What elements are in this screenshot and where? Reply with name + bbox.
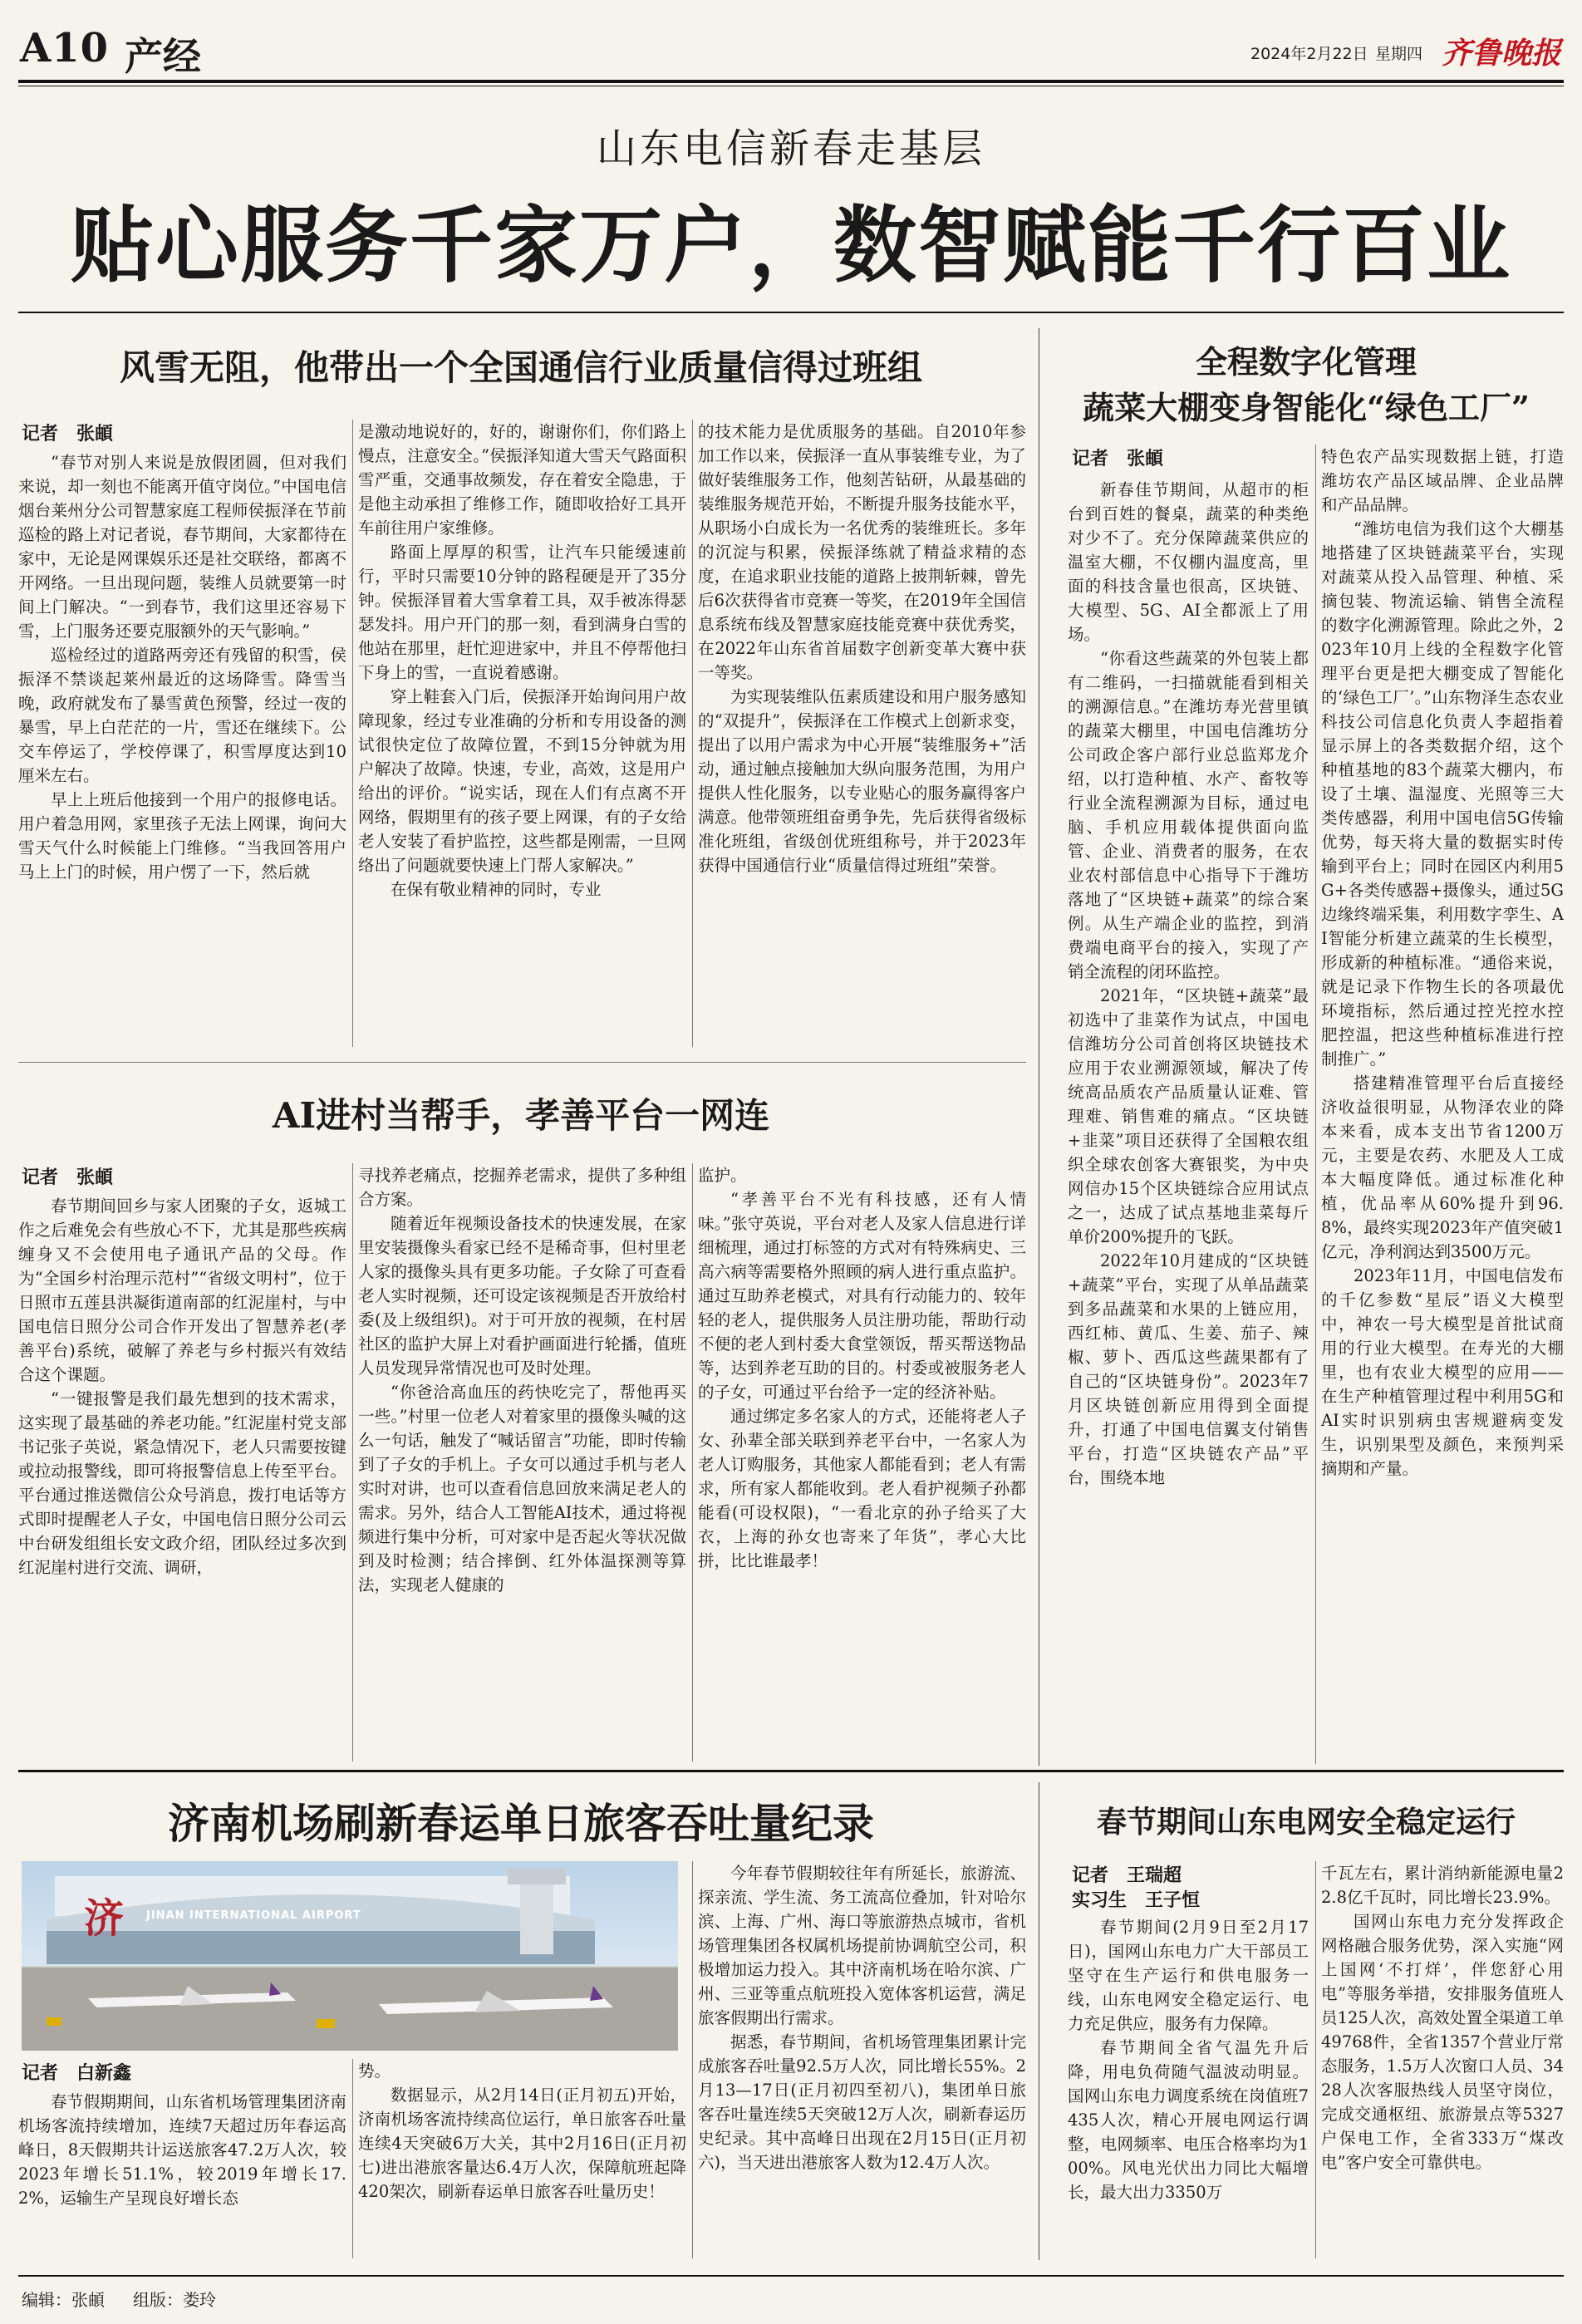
article4-byline: 记者 白新鑫 (22, 2063, 132, 2084)
paragraph: 在保有敬业精神的同时，专业 (391, 880, 602, 899)
column-divider (352, 2059, 353, 2258)
article5-byline: 记者 王瑞超 (1072, 1865, 1182, 1886)
article3-title-line1: 全程数字化管理 (1195, 343, 1417, 381)
column-divider (1315, 445, 1316, 1764)
article4-title: 济南机场刷新春运单日旅客吞吐量纪录 (168, 1799, 874, 1848)
paragraph: “春节对别人来说是放假团圆，但对我们来说，却一刻也不能离开值守岗位。”中国电信烟台莱州分公司智慧家庭工程师侯振泽在节前巡检的路上对记者说，春节期间，大家都待在家中，无论是网课娱乐还是社交联络，都离不开网络。一旦出现问题，装维人员就要第一时间上门解决。“一到春节，我们这里还容易下雪，上门服务还要克服额外的天气影响。” (18, 453, 346, 641)
paragraph: 春节期间(2月9日至2月17日)，国网山东电力广大干部员工坚守在生产运行和供电服务一线，山东电网安全稳定运行、电力充足供应，服务有力保障。 (1068, 1918, 1309, 2033)
article4-col1 (18, 2090, 346, 2260)
article1-byline: 记者 张頔 (22, 424, 114, 445)
paragraph: 随着近年视频设备技术的快速发展，在家里安装摄像头看家已经不是稀奇事，但村里老人家的摄像头具有更多功能。子女除了可查看老人实时视频，还可设定该视频是否开放给村委(及上级组织)。对于可开放的视频，在村居社区的监护大屏上对看护画面进行轮播，值班人员发现异常情况也可及时处理。 (358, 1214, 686, 1378)
issue-date: 2024年2月22日 (1250, 45, 1368, 63)
paragraph: 今年春节假期较往年有所延长，旅游流、探亲流、学生流、务工流高位叠加，针对哈尔滨、上海、广州、海口等旅游热点城市，省机场管理集团各权属机场提前协调航空公司，积极增加运力投入。其中济南机场在哈尔滨、广州、三亚等重点航班投入宽体客机运营，满足旅客假期出行需求。 (698, 1864, 1026, 2027)
article3-byline: 记者 张頔 (1072, 449, 1164, 469)
paragraph: 数据显示，从2月14日(正月初五)开始，济南机场客流持续高位运行，单日旅客吞吐量连续4天突破6万大关，其中2月16日(正月初七)进出港旅客量达6.4万人次，保障航班起降420架次，刷新春运单日旅客吞吐量历史！ (358, 2086, 686, 2201)
airport-photo (22, 1861, 678, 2051)
page-number: A10 (20, 25, 110, 71)
editor-credit: 编辑：张頔 (22, 2290, 105, 2310)
airport-sign: JINAN INTERNATIONAL AIRPORT (146, 1909, 361, 1922)
paragraph: 是激动地说好的，好的，谢谢你们，你们路上慢点，注意安全。”侯振泽知道大雪天气路面积雪严重，交通事故频发，存在着安全隐患，于是他主动承担了维修工作，随即收拾好工具开车前往用户家维修。 (358, 422, 686, 538)
article5-title: 春节期间山东电网安全稳定运行 (1096, 1805, 1516, 1840)
paragraph: 2023年11月，中国电信发布的千亿参数“星辰”语义大模型中，神农一号大模型是首批试商用的行业大模型。在寿光的大棚里，也有农业大模型的应用——在生产种植管理过程中利用5G和AI实时识别病虫害规避病变发生，识别果型及颜色，来预判采摘期和产量。 (1321, 1266, 1564, 1478)
issue-weekday: 星期四 (1375, 45, 1423, 63)
article4-col2 (358, 2059, 686, 2260)
paragraph: 据悉，春节期间，省机场管理集团累计完成旅客吞吐量92.5万人次，同比增长55%。2月13—17日(正月初四至初八)，集团单日旅客吞吐量连续5天突破12万人次，刷新春运历史纪录。其中高峰日出现在2月15日(正月初六)，当天进出港旅客人数为12.4万人次。 (698, 2032, 1026, 2172)
paragraph: “你爸洽高血压的药快吃完了，帮他再买一些。”村里一位老人对着家里的摄像头喊的这么一句话，触发了“喊话留言”功能，即时传输到了子女的手机上。子女可以通过手机与老人实时对讲，也可以查看信息回放来满足老人的需求。另外，结合人工智能AI技术，通过将视频进行集中分析，可对家中是否起火等状况做到及时检测；结合摔倒、红外体温探测等算法，实现老人健康的 (358, 1383, 686, 1594)
paragraph: 春节假期期间，山东省机场管理集团济南机场客流持续增加，连续7天超过历年春运高峰日，8天假期共计运送旅客47.2万人次，较2023年增长51.1%，较2019年增长17.2%，运输生产呈现良好增长态 (18, 2092, 346, 2208)
bottom-section-rule (18, 1770, 1564, 1772)
kicker: 山东电信新春走基层 (596, 125, 985, 172)
paragraph: 通过绑定多名家人的方式，还能将老人子女、孙辈全部关联到养老平台中，一名家人为老人订购服务，其他家人都能看到；老人有需求，所有家人都能收到。老人看护视频子孙都能看(可设权限)，“一看北京的孙子给买了大衣，上海的孙女也寄来了年货”，孝心大比拼，比比谁最孝！ (698, 1407, 1026, 1570)
column-divider (692, 1163, 693, 1761)
paragraph: 早上上班后他接到一个用户的报修电话。用户着急用网，家里孩子无法上网课，询问大雪天气什么时候能上门维修。“当我回答用户马上上门的时候，用户愣了一下，然后就 (18, 790, 346, 882)
layout-credit: 组版：娄玲 (133, 2290, 216, 2310)
main-headline: 贴心服务千家万户，数智赋能千行百业 (71, 196, 1511, 294)
column-divider (692, 420, 693, 1047)
footer-rule (18, 2275, 1564, 2277)
paragraph: 的技术能力是优质服务的基础。自2010年参加工作以来，侯振泽一直从事装维专业，为了做好装维服务工作，他刻苦钻研，从最基础的装维服务规范开始，不断提升服务技能水平，从职场小白成长为一名优秀的装维班长。多年的沉淀与积累，侯振泽练就了精益求精的态度，在追求职业技能的道路上披荆斩棘，曾先后6次获得省市竞赛一等奖，在2019年全国信息系统布线及智慧家庭技能竞赛中获优秀奖，在2022年山东省首届数字创新变革大赛中获一等奖。 (698, 422, 1026, 682)
paragraph: “孝善平台不光有科技感，还有人情味。”张守英说，平台对老人及家人信息进行详细梳理，通过打标签的方式对有特殊病史、三高六病等需要格外照顾的病人进行重点监护。通过互助养老模式，对具有行动能力的、较年轻的老人，提供服务人员注册功能，帮助行动不便的老人到村委大食堂领饭，帮买帮送物品等，达到养老互助的目的。村委或被服务老人的子女，可通过平台给予一定的经济补贴。 (698, 1190, 1026, 1402)
paragraph: 春节期间回乡与家人团聚的子女，返城工作之后难免会有些放心不下，尤其是那些疾病缠身又不会使用电子通讯产品的父母。作为“全国乡村治理示范村”“省级文明村”，位于日照市五莲县洪凝街道南部的红泥崖村，与中国电信日照分公司合作开发出了智慧养老(孝善平台)系统，破解了养老与乡村振兴有效结合这个课题。 (18, 1196, 346, 1384)
article1-title: 风雪无阻，他带出一个全国通信行业质量信得过班组 (119, 347, 922, 388)
article-divider (18, 1062, 1026, 1063)
article2-title: AI进村当帮手，孝善平台一网连 (272, 1095, 770, 1136)
column-divider (352, 420, 353, 1047)
article3-col1 (1068, 478, 1309, 1764)
paragraph: 搭建精准管理平台后直接经济收益很明显，从物泽农业的降本来看，成本支出节省1200万元，主要是农药、水肥及人工成本大幅度降低。通过标准化种植，优品率从60%提升到96.8%，最终实现2023年产值突破1亿元，净利润达到3500万元。 (1321, 1074, 1564, 1261)
article2-col1 (18, 1194, 346, 1763)
article2-col2 (358, 1163, 686, 1763)
article3-title-line2: 蔬菜大棚变身智能化“绿色工厂” (1083, 389, 1530, 426)
article3-col2 (1321, 445, 1564, 1764)
paragraph: 为实现装维队伍素质建设和用户服务感知的“双提升”，侯振泽在工作模式上创新求变，提出了以用户需求为中心开展“装维服务+”活动，通过触点接触加大纵向服务范围，为用户提供人性化服务，以专业贴心的服务赢得客户满意。他带领班组奋勇争先，先后获得省级标准化班组，省级创优班组称号，并于2023年获得中国通信行业“质量信得过班组”荣誉。 (698, 687, 1026, 875)
paragraph: 千瓦左右，累计消纳新能源电量22.8亿千瓦时，同比增长23.9%。 (1321, 1864, 1564, 1907)
column-divider (1315, 1861, 1316, 2258)
article2-byline: 记者 张頔 (22, 1167, 114, 1188)
paragraph: “你看这些蔬菜的外包装上都有二维码，一扫描就能看到相关的溯源信息。”在潍坊寿光营里镇的蔬菜大棚里，中国电信潍坊分公司政企客户部行业总监郑龙介绍，以打造种植、水产、畜牧等行业全流程溯源为目标，通过电脑、手机应用载体提供面向监管、企业、消费者的服务，在农业农村部信息中心指导下于潍坊落地了“区块链+蔬菜”的综合案例。从生产端企业的监控，到消费端电商平台的接入，实现了产销全流程的闭环监控。 (1068, 649, 1309, 981)
article4-col3 (698, 1861, 1026, 2260)
paragraph: 国网山东电力充分发挥政企网格融合服务优势，深入实施“网上国网‘不打烊’，伴您舒心用电”等服务举措，安排服务值班人员125人次，高效处置全渠道工单49768件，全省1357个营业厅常态服务，1.5万人次窗口人员、3428人次客服热线人员坚守岗位，完成交通枢纽、旅游景点等5327户保电工作，全省333万“煤改电”客户安全可靠供电。 (1321, 1912, 1564, 2172)
headline-rule (18, 312, 1564, 313)
masthead-rule (18, 80, 1564, 83)
column-divider (692, 1861, 693, 2258)
paragraph: “一键报警是我们最先想到的技术需求，这实现了最基础的养老功能。”红泥崖村党支部书记张子英说，紧急情况下，老人只需要按键或拉动报警线，即可将报警信息上传至平台。平台通过推送微信公众号消息，拨打电话等方式即时提醒老人子女，中国电信日照分公司云中台研发组组长安文政介绍，团队经过多次到红泥崖村进行交流、调研， (18, 1389, 346, 1577)
paragraph: 势。 (358, 2061, 391, 2081)
article2-col3 (698, 1163, 1026, 1763)
paragraph: 路面上厚厚的积雪，让汽车只能缓速前行，平时只需要10分钟的路程硬是开了35分钟。侯振泽冒着大雪拿着工具，双手被冻得瑟瑟发抖。用户开门的那一刻，看到满身白雪的他站在那里，赶忙迎进家中，并且不停帮他扫下身上的雪，一直说着感谢。 (358, 543, 686, 682)
paragraph: 2022年10月建成的“区块链+蔬菜”平台，实现了从单品蔬菜到多品蔬菜和水果的上链应用，西红柿、黄瓜、生姜、茄子、辣椒、萝卜、西瓜这些蔬果都有了自己的“区块链身份”。2023年7月区块链创新应用得到全面提升，打通了中国电信翼支付销售平台，打造“区块链农产品”平台，围绕本地 (1068, 1251, 1309, 1487)
paragraph: 春节期间全省气温先升后降，用电负荷随气温波动明显。国网山东电力调度系统在岗值班7435人次，精心开展电网运行调整，电网频率、电压合格率均为100%。风电光伏出力同比大幅增长，最大出力3350万 (1068, 2038, 1309, 2202)
paragraph: 监护。 (698, 1166, 747, 1185)
article1-col3 (698, 420, 1026, 1049)
airport-big-character: 济 (84, 1895, 125, 1942)
paragraph: “潍坊电信为我们这个大棚基地搭建了区块链蔬菜平台，实现对蔬菜从投入品管理、种植、采摘包装、物流运输、销售全流程的数字化溯源管理。除此之外，2023年10月上线的全程数字化管理平台更是把大棚变成了智能化的‘绿色工厂’。”山东物泽生态农业科技公司信息化负责人李超指着显示屏上的各类数据介绍，这个种植基地的83个蔬菜大棚内，布设了土壤、温湿度、光照等三大类传感器，利用中国电信5G传输优势，每天将大量的数据实时传输到平台上；同时在园区内利用5G+各类传感器+摄像头，通过5G边缘终端采集，利用数字孪生、AI智能分析建立蔬菜的生长模型，形成新的种植标准。“通俗来说，就是记录下作物生长的各项最优环境指标，然后通过控光控水控肥控温，把这些种植标准进行控制推广。” (1321, 519, 1564, 1069)
paragraph: 新春佳节期间，从超市的柜台到百姓的餐桌，蔬菜的种类绝对少不了。充分保障蔬菜供应的温室大棚，不仅棚内温度高，里面的科技含量也很高，区块链、大模型、5G、AI全都派上了用场。 (1068, 480, 1309, 644)
article5-col2 (1321, 1861, 1564, 2260)
paragraph: 穿上鞋套入门后，侯振泽开始询问用户故障现象，经过专业准确的分析和专用设备的测试很快定位了故障位置，不到15分钟就为用户解决了故障。快速，专业，高效，这是用户给出的评价。“说实话，现在人们有点离不开网络，假期里有的孩子要上网课，有的子女给老人安装了看护监控，这些都是刚需，一旦网络出了问题就要快速上门帮人家解决。” (358, 687, 686, 875)
article1-col1 (18, 450, 346, 1049)
article5-byline-intern: 实习生 王子恒 (1072, 1890, 1201, 1911)
article5-col1 (1068, 1915, 1309, 2260)
paragraph: 2021年，“区块链+蔬菜”最初选中了韭菜作为试点，中国电信潍坊分公司首创将区块链技术应用于农业溯源领域，解决了传统高品质农产品质量认证难、管理难、销售难的痛点。“区块链+韭菜”项目还获得了全国粮农组织全球农创客大赛银奖，为中央网信办15个区块链综合应用试点之一，达成了试点基地韭菜每斤单价200%提升的飞跃。 (1068, 986, 1309, 1246)
newspaper-logo: 齐鲁晚报 (1442, 36, 1562, 71)
paragraph: 特色农产品实现数据上链，打造潍坊农产品区域品牌、企业品牌和产品品牌。 (1321, 447, 1564, 514)
paragraph: 寻找养老痛点，挖掘养老需求，提供了多种组合方案。 (358, 1166, 686, 1209)
section-name: 产经 (125, 34, 201, 79)
column-divider (352, 1163, 353, 1761)
paragraph: 巡检经过的道路两旁还有残留的积雪，侯振泽不禁谈起莱州最近的这场降雪。降雪当晚，政府就发布了暴雪黄色预警，经过一夜的暴雪，早上白茫茫的一片，雪还在继续下。公交车停运了，学校停课了，积雪厚度达到10厘米左右。 (18, 646, 346, 785)
article1-col2 (358, 420, 686, 1049)
